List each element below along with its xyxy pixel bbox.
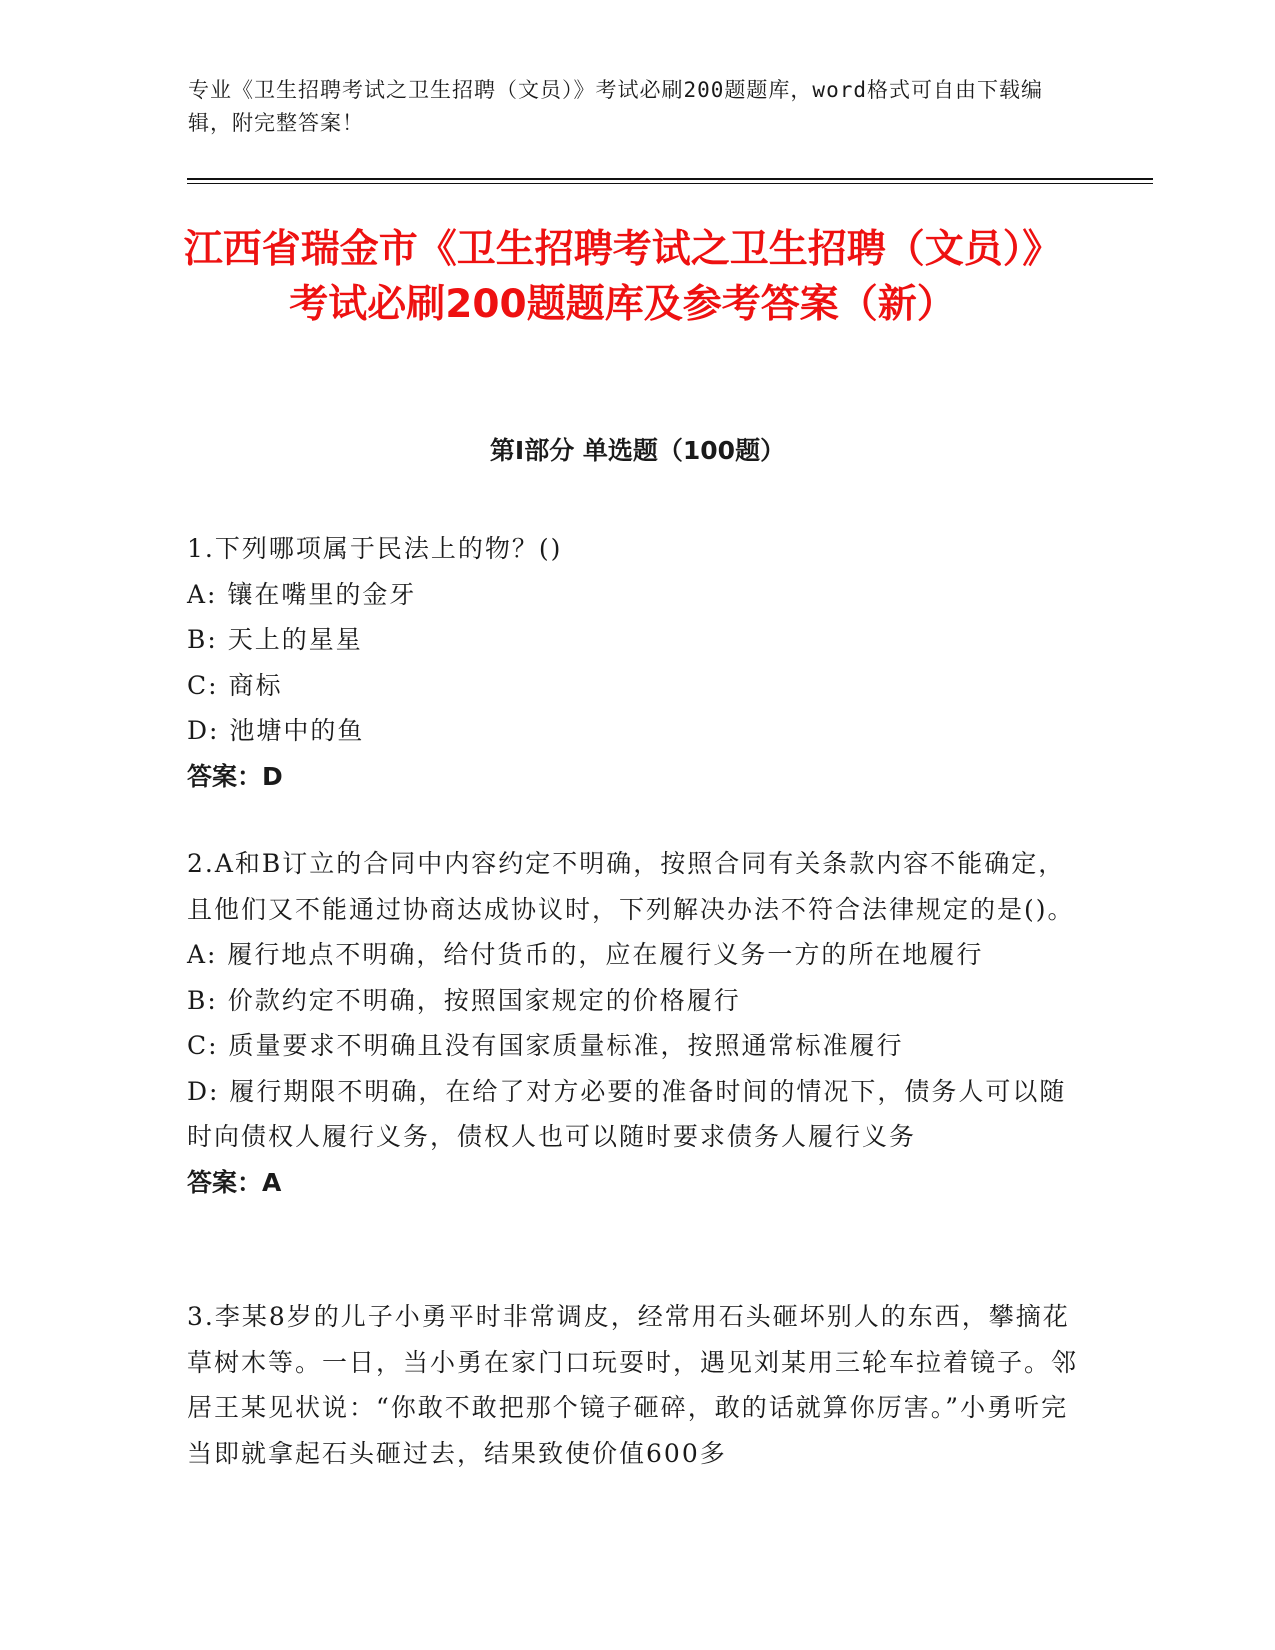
option-a: A: 履行地点不明确，给付货币的，应在履行义务一方的所在地履行: [187, 940, 984, 969]
header-divider-thin: [187, 183, 1153, 184]
question-3: [187, 1294, 1087, 1476]
question-text: 1.下列哪项属于民法上的物？(): [187, 534, 563, 563]
question-text: 2.A和B订立的合同中内容约定不明确，按照合同有关条款内容不能确定，且他们又不能通过协商达成协议时，下列解决办法不符合法律规定的是()。: [187, 849, 1075, 924]
option-d: D: 池塘中的鱼: [187, 716, 365, 745]
section-heading: 第I部分 单选题（100题）: [489, 436, 786, 465]
option-d: D: 履行期限不明确，在给了对方必要的准备时间的情况下，债务人可以随时向债权人履行义务，债权人也可以随时要求债务人履行义务: [187, 1076, 1067, 1151]
question-1: [187, 526, 1087, 799]
header-note: 专业《卫生招聘考试之卫生招聘（文员）》考试必刷200题题库，word格式可自由下载编辑，附完整答案！: [188, 78, 1043, 135]
question-text: 3.李某8岁的儿子小勇平时非常调皮，经常用石头砸坏别人的东西，攀摘花草树木等。一日，当小勇在家门口玩耍时，遇见刘某用三轮车拉着镜子。邻居王某见状说：“你敢不敢把那个镜子砸碎，敢的话就算你厉害。”小勇听完当即就拿起石头砸过去，结果致使价值600多: [187, 1302, 1079, 1468]
option-a: A: 镶在嘴里的金牙: [187, 579, 417, 609]
option-c: C: 质量要求不明确且没有国家质量标准，按照通常标准履行: [187, 1031, 904, 1060]
option-b: B: 天上的星星: [187, 625, 363, 654]
option-b: B: 价款约定不明确，按照国家规定的价格履行: [187, 985, 741, 1015]
answer: 答案：A: [187, 1167, 282, 1197]
document-title: 江西省瑞金市《卫生招聘考试之卫生招聘（文员）》考试必刷200题题库及参考答案（新）: [183, 227, 1062, 327]
question-2: [187, 841, 1087, 1205]
header-divider-thick: [187, 178, 1153, 180]
option-c: C: 商标: [187, 670, 283, 700]
answer: 答案：D: [187, 761, 283, 791]
